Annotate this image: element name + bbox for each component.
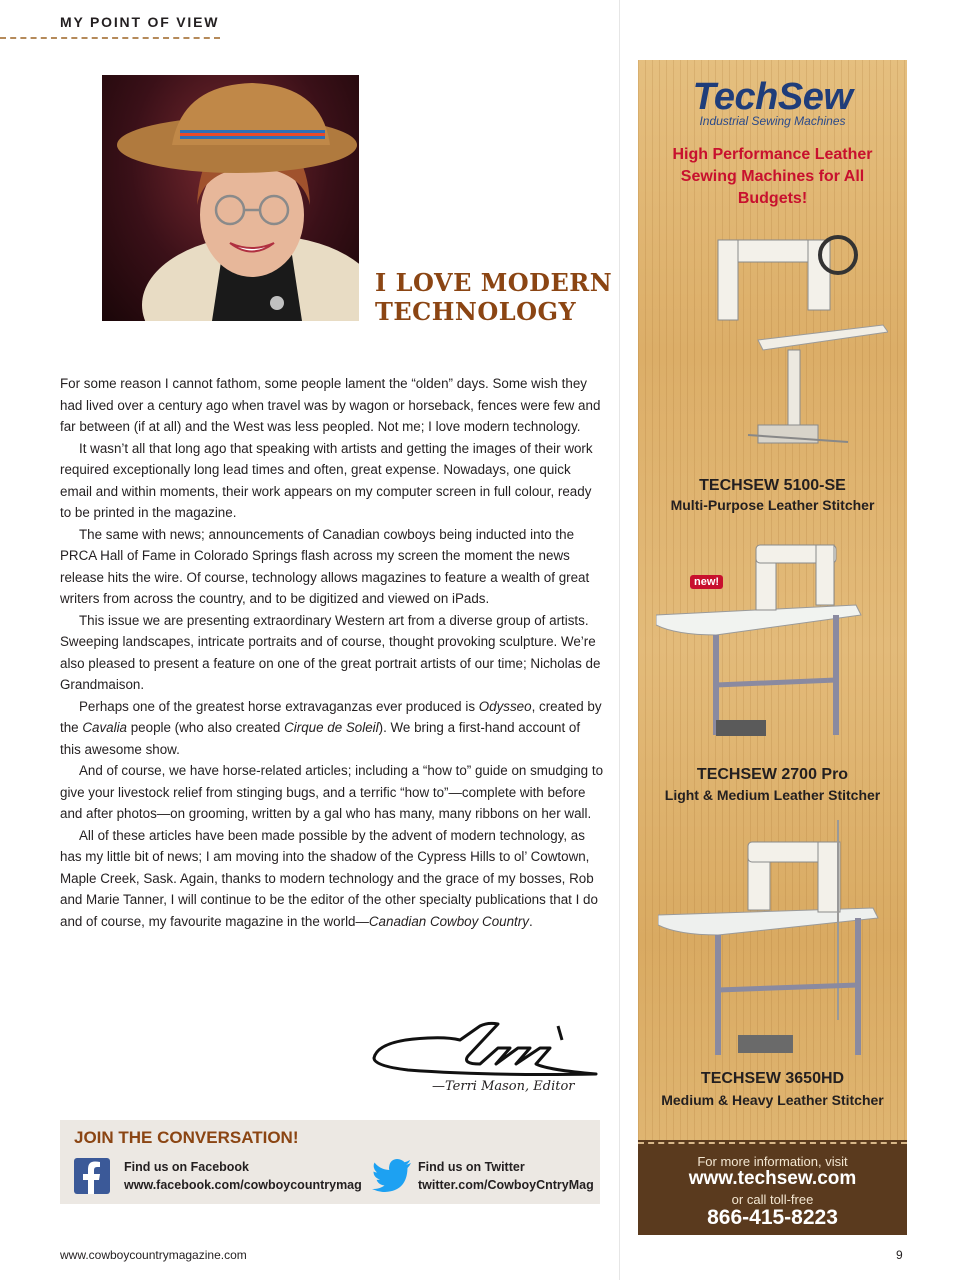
machine-desc-2: Light & Medium Leather Stitcher xyxy=(664,787,881,803)
section-label: MY POINT OF VIEW xyxy=(60,14,220,30)
p5-text-b: , created by the xyxy=(60,698,602,735)
techsew-logo: TechSew xyxy=(692,76,853,118)
paragraph-2: It wasn’t all that long ago that speaking with artists and getting the images of their work required exceptionally long lead times and often, great expense. Nowadays, one quick email and within moments, their work appears on my computer screen in full colour, ready to be printed in the magazine. xyxy=(60,440,593,520)
title-cirque: Cirque de Soleil xyxy=(284,720,379,735)
machine-name-1: TECHSEW 5100-SE xyxy=(699,477,846,494)
social-title: JOIN THE CONVERSATION! xyxy=(74,1128,299,1147)
p7-end: . xyxy=(528,913,533,929)
machine-name-3: TECHSEW 3650HD xyxy=(700,1070,845,1087)
facebook-label: Find us on Facebook xyxy=(124,1160,250,1174)
sewing-machine-5100se-image xyxy=(688,220,888,450)
facebook-icon[interactable] xyxy=(74,1158,110,1194)
paragraph-6: And of course, we have horse-related articles; including a “how to” guide on smudging to give your livestock relief from stinging bugs, and a terrific “how to”—complete with before and after photos—on grooming, written by a gal who has many, many ribbons on her wall. xyxy=(60,763,604,821)
page-gutter-line xyxy=(619,0,620,1280)
paragraph-5 xyxy=(60,696,604,761)
ad-more-info: For more information, visit xyxy=(697,1154,848,1169)
logo-subtitle: Industrial Sewing Machines xyxy=(699,114,846,128)
title-odysseo: Odysseo xyxy=(478,698,532,714)
facebook-link[interactable]: www.facebook.com/cowboycountrymag xyxy=(124,1178,362,1192)
p5-text-a: Perhaps one of the greatest horse extravaganzas ever produced is xyxy=(79,698,479,714)
p7-text: All of these articles have been made possible by the advent of modern technology, as has my little bit of news; I am moving into the shadow of the Cypress Hills to ol’ Cowtown, Maple Creek, Sask. Again, thanks to modern technology and the grace of my bosses, Rob and Marie Tanner, I will continue to be the editor of the other specialty publications that I do and of course, my favourite magazine in the world— xyxy=(60,827,598,929)
new-badge: new! xyxy=(690,575,723,589)
ad-call-text: or call toll-free xyxy=(731,1192,814,1207)
editor-photo xyxy=(102,75,359,321)
ad-contact-bar xyxy=(638,1140,907,1235)
social-box xyxy=(60,1120,600,1204)
twitter-info xyxy=(418,1158,594,1194)
article-headline xyxy=(375,268,612,326)
ad-phone-number[interactable]: 866-415-8223 xyxy=(707,1206,838,1229)
techsew-advertisement[interactable] xyxy=(638,60,907,1235)
sewing-machine-2700pro-image xyxy=(656,535,866,765)
twitter-link[interactable]: twitter.com/CowboyCntryMag xyxy=(418,1178,594,1192)
headline-line-2: TECHNOLOGY xyxy=(375,297,577,326)
paragraph-7 xyxy=(60,825,604,933)
title-magazine: Canadian Cowboy Country xyxy=(368,913,529,929)
section-rule xyxy=(0,37,220,39)
p5-text-c: people (who also created xyxy=(127,720,285,735)
facebook-info xyxy=(124,1158,362,1194)
byline: —Terri Mason, Editor xyxy=(432,1079,575,1094)
twitter-label: Find us on Twitter xyxy=(418,1160,525,1174)
article-body xyxy=(60,373,604,932)
page-number: 9 xyxy=(896,1248,903,1262)
machine-desc-3: Medium & Heavy Leather Stitcher xyxy=(661,1092,884,1108)
twitter-icon[interactable] xyxy=(372,1158,412,1192)
headline-line-1: I LOVE MODERN xyxy=(375,268,613,297)
ad-dashed-rule xyxy=(638,1142,907,1144)
editor-signature xyxy=(368,1018,598,1080)
sewing-machine-3650hd-image xyxy=(658,820,888,1070)
footer-url[interactable]: www.cowboycountrymagazine.com xyxy=(60,1248,247,1262)
ad-website-link[interactable]: www.techsew.com xyxy=(688,1168,857,1189)
machine-desc-1: Multi-Purpose Leather Stitcher xyxy=(670,497,875,513)
p5-text-d: ). We bring a first-hand account of this awesome show. xyxy=(60,720,581,757)
paragraph-3: The same with news; announcements of Canadian cowboys being inducted into the PRCA Hall of Fame in Colorado Springs flash across my screen the moment the news release hits the wire. Of course, technology allows magazines to feature a wealth of great writers from across the country, and to be digitized and viewed on iPads. xyxy=(60,526,590,606)
paragraph-4: This issue we are presenting extraordinary Western art from a diverse group of artists. Sweeping landscapes, intricate portraits and of course, thought provoking sculpture. We’re also pleased to present a feature on one of the great portrait artists of our time; Nicholas de Grandmaison. xyxy=(60,612,601,692)
title-cavalia: Cavalia xyxy=(82,720,128,735)
machine-name-2: TECHSEW 2700 Pro xyxy=(696,766,849,783)
paragraph-1: For some reason I cannot fathom, some people lament the “olden” days. Some wish they had lived over a century ago when travel was by wagon or horseback, fences were few and far between (if at all) and the West was less peopled. Not me; I love modern technology. xyxy=(60,376,601,434)
ad-tagline: High Performance Leather Sewing Machines for All Budgets! xyxy=(672,146,873,207)
